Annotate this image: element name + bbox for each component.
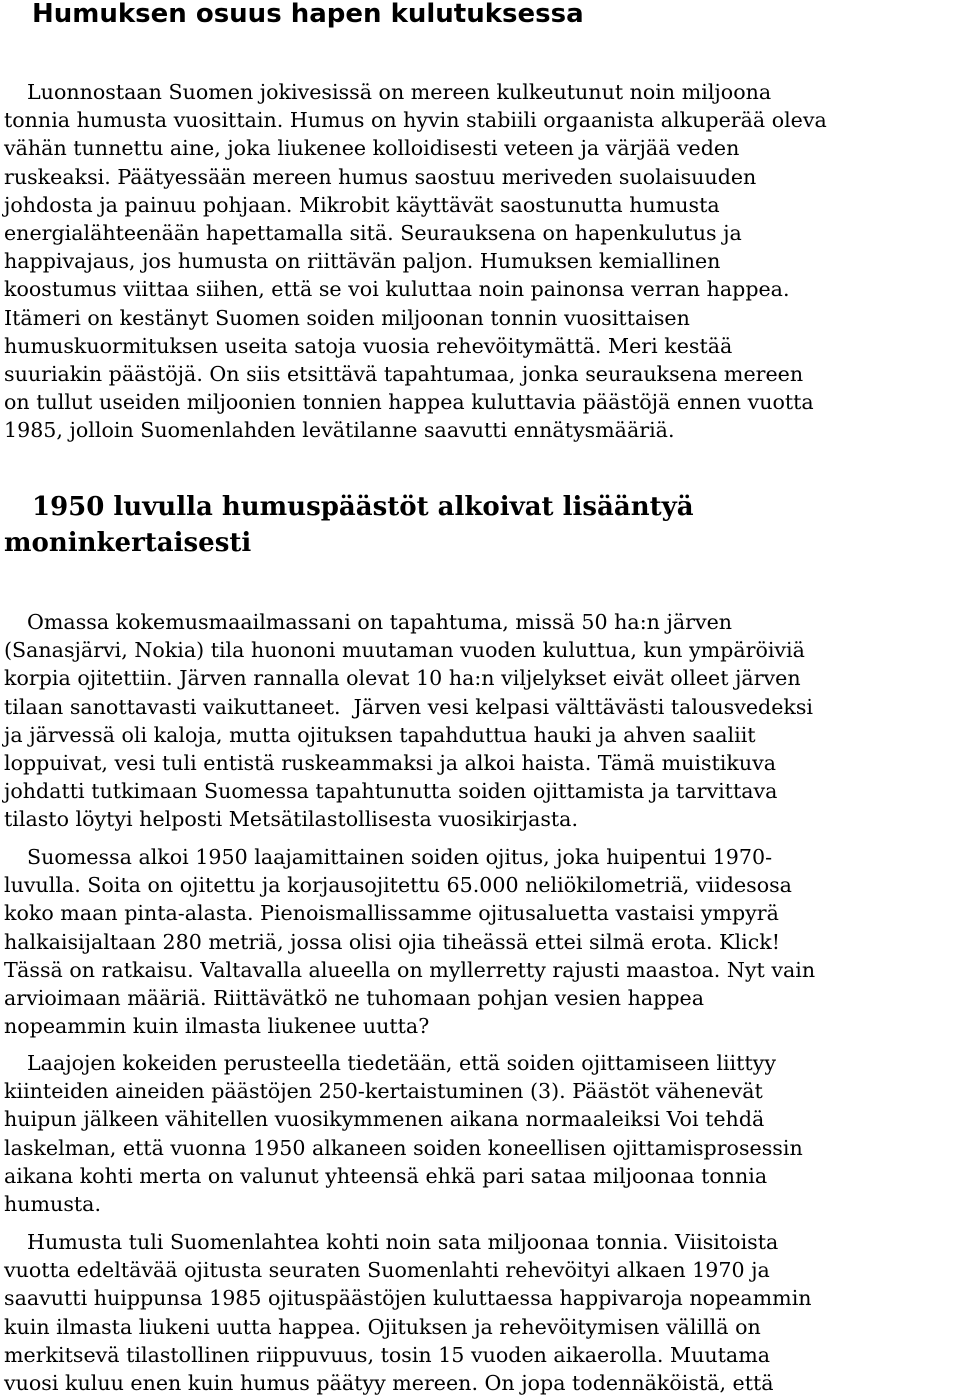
text-line: Luonnostaan Suomen jokivesissä on mereen kulkeutunut noin miljoona <box>27 80 772 104</box>
text-line: ja järvessä oli kaloja, mutta ojituksen tapahduttua hauki ja ahven saaliit <box>4 722 756 747</box>
section-heading-line-1: 1950 luvulla humuspäästöt alkoivat lisääntyä <box>32 492 694 522</box>
text-line: humuskuormituksen useita satoja vuosia rehevöitymättä. Meri kestää <box>4 333 733 358</box>
text-line: 1985, jolloin Suomenlahden levätilanne saavutti ennätysmääriä. <box>4 418 675 443</box>
text-line: energialähteenään hapettamalla sitä. Seurauksena on hapenkulutus ja <box>4 221 742 246</box>
page-title: Humuksen osuus hapen kulutuksessa <box>32 0 584 29</box>
text-line: tilasto löytyi helposti Metsätilastollisesta vuosikirjasta. <box>4 807 579 832</box>
paragraph-gulf-of-finland <box>4 1228 950 1396</box>
text-line: Omassa kokemusmaailmassani on tapahtuma, missä 50 ha:n järven <box>27 610 733 634</box>
paragraph-experience <box>4 608 950 834</box>
text-line: kuin ilmasta liukeni uutta happea. Ojituksen ja rehevöitymisen välillä on <box>4 1314 761 1339</box>
text-line: loppuivat, vesi tuli entistä ruskeammaksi ja alkoi haista. Tämä muistikuva <box>4 751 777 776</box>
text-line: vuotta edeltävää ojitusta seuraten Suomenlahti rehevöityi alkaen 1970 ja <box>4 1258 770 1283</box>
text-line: huipun jälkeen vähitellen vuosikymmenen aikana normaaleiksi Voi tehdä <box>4 1107 765 1132</box>
text-line: Humusta tuli Suomenlahtea kohti noin sata miljoonaa tonnia. Viisitoista <box>27 1230 779 1254</box>
text-line: laskelman, että vuonna 1950 alkaneen soiden koneellisen ojittamisprosessin <box>4 1135 803 1160</box>
paragraph-4 <box>4 1049 950 1218</box>
text-line: aikana kohti merta on valunut yhteensä ehkä pari sataa miljoonaa tonnia <box>4 1163 768 1188</box>
paragraph-1 <box>4 78 950 445</box>
text-line: saavutti huippunsa 1985 ojituspäästöjen kuluttaessa happivaroja nopeammin <box>4 1286 812 1311</box>
text-line: koostumus viittaa siihen, että se voi kuluttaa noin painonsa verran happea. <box>4 277 790 302</box>
text-line: korpia ojitettiin. Järven rannalla olevat 10 ha:n viljelykset eivät olleet järven <box>4 666 801 691</box>
text-line: johdatti tutkimaan Suomessa tapahtunutta soiden ojittamista ja tarvittava <box>4 779 778 804</box>
paragraph-3 <box>4 843 950 1040</box>
text-line: arvioimaan määriä. Riittävätkö ne tuhomaan pohjan vesien happea <box>4 986 704 1011</box>
text-line: vuosi kuluu enen kuin humus päätyy mereen. On jopa todennäköistä, että <box>4 1371 774 1396</box>
paragraph-5 <box>4 1228 950 1396</box>
text-line: Laajojen kokeiden perusteella tiedetään, että soiden ojittamiseen liittyy <box>27 1051 776 1075</box>
text-line: Suomessa alkoi 1950 laajamittainen soiden ojitus, joka huipentui 1970- <box>27 845 773 869</box>
text-line: kiinteiden aineiden päästöjen 250-kertaistuminen (3). Päästöt vähenevät <box>4 1079 763 1104</box>
text-line: halkaisijaltaan 280 metriä, jossa olisi ojia tiheässä ettei silmä erota. Klick! <box>4 929 780 954</box>
text-line: humusta. <box>4 1192 101 1217</box>
paragraph-2 <box>4 608 950 834</box>
text-line: on tullut useiden miljoonien tonnien happea kuluttavia päästöjä ennen vuotta <box>4 390 814 415</box>
text-line: tilaan sanottavasti vaikuttaneet. Järven vesi kelpasi välttävästi talousvedeksi <box>4 694 814 719</box>
text-line: merkitsevä tilastollinen riippuvuus, tosin 15 vuoden aikaerolla. Muutama <box>4 1342 771 1367</box>
text-line: vähän tunnettu aine, joka liukenee kolloidisesti veteen ja värjää veden <box>4 136 740 161</box>
text-line: Tässä on ratkaisu. Valtavalla alueella on myllerretty rajusti maastoa. Nyt vain <box>4 957 816 982</box>
paragraph-intro <box>4 78 950 445</box>
text-line: happivajaus, jos humusta on riittävän paljon. Humuksen kemiallinen <box>4 249 721 274</box>
text-line: johdosta ja painuu pohjaan. Mikrobit käyttävät saostunutta humusta <box>4 192 720 217</box>
section-heading-line-2: moninkertaisesti <box>4 528 252 558</box>
text-line: (Sanasjärvi, Nokia) tila huononi muutaman vuoden kuluttua, kun ympäröiviä <box>4 638 805 663</box>
text-line: nopeammin kuin ilmasta liukenee uutta? <box>4 1014 430 1039</box>
paragraph-drainage <box>4 843 950 1040</box>
paragraph-experiments <box>4 1049 950 1218</box>
text-line: ruskeaksi. Päätyessään mereen humus saostuu meriveden suolaisuuden <box>4 164 757 189</box>
text-line: tonnia humusta vuosittain. Humus on hyvin stabiili orgaanista alkuperää oleva <box>4 108 827 133</box>
text-line: suuriakin päästöjä. On siis etsittävä tapahtumaa, jonka seurauksena mereen <box>4 362 804 387</box>
text-line: luvulla. Soita on ojitettu ja korjausojitettu 65.000 neliökilometriä, viidesosa <box>4 873 792 898</box>
section-heading <box>4 489 694 561</box>
text-line: koko maan pinta-alasta. Pienoismallissamme ojitusaluetta vastaisi ympyrä <box>4 901 779 926</box>
text-line: Itämeri on kestänyt Suomen soiden miljoonan tonnin vuosittaisen <box>4 305 690 330</box>
